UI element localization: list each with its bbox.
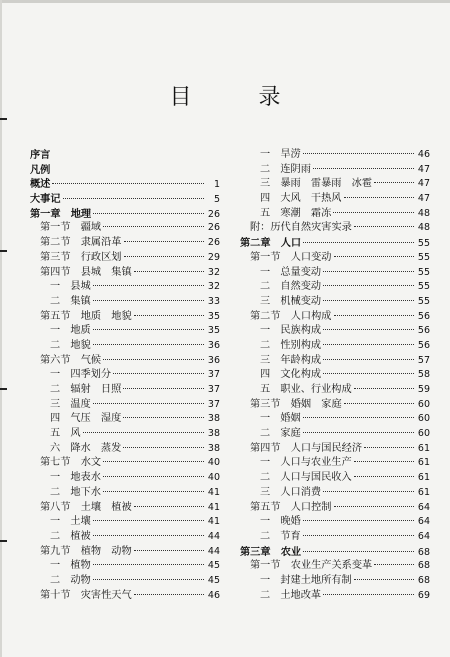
toc-entry[interactable] xyxy=(240,398,430,413)
dot-leader xyxy=(123,388,204,389)
toc-page-number: 44 xyxy=(207,530,220,542)
dot-leader xyxy=(303,520,414,521)
dot-leader xyxy=(93,564,204,565)
toc-entry[interactable] xyxy=(240,427,430,442)
toc-entry[interactable] xyxy=(30,354,220,369)
toc-entry-label: 一 晚婚 xyxy=(260,516,301,528)
toc-page-number: 37 xyxy=(207,384,220,395)
dot-leader xyxy=(303,242,414,243)
dot-leader xyxy=(103,359,204,360)
toc-entry[interactable] xyxy=(240,354,430,369)
toc-page-number: 60 xyxy=(417,428,430,440)
toc-page-number: 5 xyxy=(213,194,220,206)
toc-page-number: 44 xyxy=(207,545,220,557)
toc-entry[interactable] xyxy=(30,442,220,457)
toc-entry-label: 第三章 农业 xyxy=(240,545,302,558)
toc-page-number: 55 xyxy=(417,251,430,263)
dot-leader xyxy=(313,168,414,169)
toc-page-number: 40 xyxy=(207,472,220,484)
toc-entry-label: 二 人口与国民收入 xyxy=(260,472,352,484)
toc-entry[interactable] xyxy=(30,471,220,486)
toc-entry-label: 第十节 灾害性天气 xyxy=(40,589,132,601)
toc-entry-label: 二 动物 xyxy=(50,574,91,586)
toc-entry-label: 三 暴雨 雷暴雨 冰雹 xyxy=(260,178,373,190)
dot-leader xyxy=(334,256,415,257)
toc-entry-label: 二 植被 xyxy=(50,530,91,542)
toc-entry[interactable] xyxy=(240,221,430,236)
toc-page-number: 41 xyxy=(207,516,220,528)
toc-entry[interactable] xyxy=(240,589,430,604)
toc-entry-label: 一 人口与农业生产 xyxy=(260,457,352,469)
toc-entry-label: 一 四季划分 xyxy=(50,369,112,381)
toc-entry[interactable] xyxy=(30,236,220,251)
dot-leader xyxy=(103,226,204,227)
binding-mark xyxy=(0,118,7,120)
dot-leader xyxy=(354,388,414,389)
dot-leader xyxy=(93,535,204,536)
toc-entry-label: 二 土地改革 xyxy=(260,589,322,601)
dot-leader xyxy=(323,359,414,360)
dot-leader xyxy=(364,447,414,448)
toc-entry[interactable] xyxy=(240,456,430,471)
toc-page-number: 46 xyxy=(417,149,430,160)
dot-leader xyxy=(113,373,204,374)
toc-entry[interactable] xyxy=(30,530,220,545)
dot-leader xyxy=(354,579,414,580)
toc-entry[interactable] xyxy=(240,177,430,192)
toc-entry-label: 大事记 xyxy=(30,193,61,206)
toc-left-column xyxy=(30,148,220,603)
toc-entry-label: 二 地下水 xyxy=(50,486,101,498)
toc-entry[interactable] xyxy=(30,412,220,427)
toc-page-number: 61 xyxy=(417,442,430,454)
toc-entry[interactable] xyxy=(240,545,430,560)
dot-leader xyxy=(134,315,204,316)
toc-page-number: 60 xyxy=(417,398,430,410)
dot-leader xyxy=(323,491,414,492)
toc-entry-label: 二 家庭 xyxy=(260,428,301,440)
toc-entry-label: 第五节 地质 地貌 xyxy=(40,310,132,322)
toc-entry[interactable] xyxy=(240,501,430,516)
dot-leader xyxy=(303,432,414,433)
binding-mark xyxy=(0,388,7,390)
toc-entry[interactable] xyxy=(30,280,220,295)
toc-entry-label: 第二节 隶属沿革 xyxy=(40,237,122,249)
toc-page-number: 59 xyxy=(417,384,430,395)
dot-leader xyxy=(303,153,414,154)
toc-entry[interactable] xyxy=(240,192,430,207)
toc-entry-label: 第一节 农业生产关系变革 xyxy=(250,560,373,572)
toc-entry-label: 第一节 疆域 xyxy=(40,222,102,234)
toc-page-number: 48 xyxy=(417,207,430,219)
toc-entry[interactable] xyxy=(30,545,220,560)
toc-entry[interactable] xyxy=(30,192,220,207)
toc-page-number: 55 xyxy=(417,238,430,250)
dot-leader xyxy=(93,579,204,580)
dot-leader xyxy=(93,520,204,521)
toc-page-number: 26 xyxy=(207,208,220,220)
toc-entry-label: 第二章 人口 xyxy=(240,237,302,250)
toc-entry[interactable] xyxy=(240,530,430,545)
toc-page-number: 35 xyxy=(207,325,220,337)
dot-leader xyxy=(303,417,414,418)
dot-leader xyxy=(323,271,414,272)
dot-leader xyxy=(344,197,415,198)
toc-entry-label: 第六节 气候 xyxy=(40,354,102,366)
dot-leader xyxy=(123,447,204,448)
toc-entry-label: 三 人口消费 xyxy=(260,486,322,498)
toc-entry-label: 一 总量变动 xyxy=(260,266,322,278)
page-title: 目 录 xyxy=(169,85,311,110)
toc-page-number: 55 xyxy=(417,295,430,307)
toc-entry[interactable] xyxy=(30,427,220,442)
toc-entry-label: 一 民族构成 xyxy=(260,325,322,337)
toc-entry-label: 第三节 行政区划 xyxy=(40,251,122,263)
toc-entry-label: 第九节 植物 动物 xyxy=(40,545,132,557)
toc-page-number: 33 xyxy=(207,295,220,307)
toc-entry-label: 五 风 xyxy=(50,428,81,440)
toc-entry[interactable] xyxy=(30,486,220,501)
toc-entry[interactable] xyxy=(240,266,430,281)
toc-entry-label: 凡例 xyxy=(30,163,51,176)
toc-page-number: 47 xyxy=(417,163,430,175)
dot-leader xyxy=(63,198,204,199)
dot-leader xyxy=(354,476,414,477)
toc-entry[interactable] xyxy=(240,368,430,383)
dot-leader xyxy=(374,564,414,565)
dot-leader xyxy=(334,315,415,316)
toc-entry[interactable] xyxy=(240,251,430,266)
toc-entry-label: 二 节育 xyxy=(260,530,301,542)
toc-entry[interactable] xyxy=(240,280,430,295)
dot-leader xyxy=(323,329,414,330)
toc-entry-label: 序言 xyxy=(30,149,51,161)
toc-entry[interactable] xyxy=(30,163,220,178)
toc-entry[interactable] xyxy=(30,574,220,589)
toc-page-number: 48 xyxy=(417,222,430,234)
toc-entry-label: 第七节 水文 xyxy=(40,457,102,469)
toc-page-number: 64 xyxy=(417,501,430,513)
toc-entry[interactable] xyxy=(240,207,430,222)
toc-entry-label: 四 气压 湿度 xyxy=(50,413,122,425)
toc-entry[interactable] xyxy=(30,501,220,516)
toc-page-number: 68 xyxy=(417,574,430,586)
toc-page-number: 41 xyxy=(207,501,220,513)
toc-entry[interactable] xyxy=(240,295,430,310)
toc-entry-label: 一 婚姻 xyxy=(260,413,301,425)
toc-page-number: 47 xyxy=(417,178,430,190)
toc-entry-label: 六 降水 蒸发 xyxy=(50,442,122,454)
toc-entry[interactable] xyxy=(30,456,220,471)
binding-mark xyxy=(0,540,7,542)
dot-leader xyxy=(124,256,205,257)
toc-entry[interactable] xyxy=(30,221,220,236)
page-top-edge xyxy=(0,0,450,3)
dot-leader xyxy=(323,285,414,286)
toc-page-number: 26 xyxy=(207,222,220,234)
toc-entry[interactable] xyxy=(240,163,430,178)
toc-page-number: 64 xyxy=(417,530,430,542)
toc-entry-label: 二 性别构成 xyxy=(260,339,322,351)
toc-page-number: 55 xyxy=(417,281,430,293)
toc-entry-label: 附：历代自然灾害实录 xyxy=(250,222,352,234)
toc-entry[interactable] xyxy=(240,486,430,501)
dot-leader xyxy=(93,329,204,330)
toc-entry[interactable] xyxy=(240,148,430,163)
toc-entry-label: 第一章 地理 xyxy=(30,207,92,220)
toc-entry-label: 五 寒潮 霜冻 xyxy=(260,207,332,219)
toc-entry[interactable] xyxy=(30,339,220,354)
toc-entry-label: 三 年龄构成 xyxy=(260,354,322,366)
toc-entry[interactable] xyxy=(30,559,220,574)
toc-entry[interactable] xyxy=(240,442,430,457)
toc-page-number: 47 xyxy=(417,193,430,205)
toc-entry-label: 第三节 婚姻 家庭 xyxy=(250,398,342,410)
toc-entry-label: 一 土壤 xyxy=(50,516,91,528)
dot-leader xyxy=(323,594,414,595)
dot-leader xyxy=(103,476,204,477)
toc-entry-label: 第二节 人口构成 xyxy=(250,310,332,322)
toc-page-number: 41 xyxy=(207,486,220,498)
dot-leader xyxy=(123,417,204,418)
toc-page-number: 45 xyxy=(207,560,220,572)
dot-leader xyxy=(93,285,204,286)
toc-page-number: 64 xyxy=(417,516,430,528)
dot-leader xyxy=(103,491,204,492)
toc-entry[interactable] xyxy=(30,398,220,413)
toc-entry-label: 五 职业、行业构成 xyxy=(260,384,352,395)
toc-page-number: 35 xyxy=(207,310,220,322)
toc-page-number: 29 xyxy=(207,251,220,263)
toc-page-number: 38 xyxy=(207,413,220,425)
toc-page-number: 56 xyxy=(417,310,430,322)
toc-entry[interactable] xyxy=(30,207,220,222)
toc-entry[interactable] xyxy=(240,559,430,574)
toc-page-number: 36 xyxy=(207,354,220,366)
toc-entry-label: 二 辐射 日照 xyxy=(50,384,122,395)
toc-entry-label: 四 文化构成 xyxy=(260,369,322,381)
toc-page-number: 60 xyxy=(417,413,430,425)
toc-entry-label: 一 旱涝 xyxy=(260,149,301,160)
toc-entry-label: 二 集镇 xyxy=(50,295,91,307)
toc-page-number: 38 xyxy=(207,428,220,440)
dot-leader xyxy=(333,212,414,213)
dot-leader xyxy=(134,506,204,507)
dot-leader xyxy=(52,183,204,184)
dot-leader xyxy=(124,241,205,242)
toc-entry-label: 第四节 人口与国民经济 xyxy=(250,442,363,454)
toc-entry-label: 第一节 人口变动 xyxy=(250,251,332,263)
toc-page-number: 38 xyxy=(207,442,220,454)
dot-leader xyxy=(303,535,414,536)
toc-entry[interactable] xyxy=(240,515,430,530)
toc-page-number: 57 xyxy=(417,354,430,366)
dot-leader xyxy=(303,551,414,552)
toc-page-number: 61 xyxy=(417,472,430,484)
toc-entry-label: 概述 xyxy=(30,178,51,191)
toc-entry[interactable] xyxy=(240,310,430,325)
toc-entry-label: 第五节 人口控制 xyxy=(250,501,332,513)
toc-entry-label: 四 大风 干热风 xyxy=(260,193,342,205)
dot-leader xyxy=(354,226,414,227)
dot-leader xyxy=(323,373,414,374)
toc-entry-label: 二 地貌 xyxy=(50,339,91,351)
toc-entry-label: 一 地表水 xyxy=(50,472,101,484)
toc-page-number: 56 xyxy=(417,325,430,337)
toc-entry[interactable] xyxy=(240,339,430,354)
toc-page-number: 61 xyxy=(417,457,430,469)
toc-page-number: 32 xyxy=(207,266,220,278)
dot-leader xyxy=(354,461,414,462)
toc-page-number: 26 xyxy=(207,237,220,249)
toc-entry[interactable] xyxy=(30,368,220,383)
toc-page-number: 1 xyxy=(213,179,220,191)
toc-entry[interactable] xyxy=(240,412,430,427)
toc-entry-label: 第八节 土壤 植被 xyxy=(40,501,132,513)
toc-page-number: 61 xyxy=(417,486,430,498)
binding-mark xyxy=(0,250,7,252)
toc-entry[interactable] xyxy=(240,236,430,251)
toc-entry-label: 一 地质 xyxy=(50,325,91,337)
dot-leader xyxy=(334,506,415,507)
dot-leader xyxy=(93,403,204,404)
toc-entry-label: 第四节 县城 集镇 xyxy=(40,266,132,278)
toc-entry-label: 一 封建土地所有制 xyxy=(260,574,352,586)
toc-entry[interactable] xyxy=(30,148,220,163)
toc-entry[interactable] xyxy=(30,310,220,325)
toc-page-number: 36 xyxy=(207,339,220,351)
toc-entry[interactable] xyxy=(240,574,430,589)
dot-leader xyxy=(344,403,414,404)
toc-page-number: 58 xyxy=(417,369,430,381)
toc-page-number: 46 xyxy=(207,589,220,601)
toc-page-number: 68 xyxy=(417,560,430,572)
toc-page-number: 32 xyxy=(207,281,220,293)
dot-leader xyxy=(134,594,204,595)
toc-page-number: 55 xyxy=(417,266,430,278)
dot-leader xyxy=(323,300,414,301)
dot-leader xyxy=(323,344,414,345)
toc-entry-label: 二 连阴雨 xyxy=(260,163,311,175)
toc-entry[interactable] xyxy=(30,589,220,604)
toc-entry[interactable] xyxy=(240,471,430,486)
toc-entry-label: 三 机械变动 xyxy=(260,295,322,307)
toc-entry-label: 二 自然变动 xyxy=(260,281,322,293)
toc-entry[interactable] xyxy=(240,383,430,398)
toc-entry[interactable] xyxy=(30,251,220,266)
toc-entry-label: 三 温度 xyxy=(50,398,91,410)
dot-leader xyxy=(93,344,204,345)
toc-entry[interactable] xyxy=(30,266,220,281)
toc-page-number: 37 xyxy=(207,369,220,381)
toc-entry[interactable] xyxy=(240,324,430,339)
toc-page-number: 68 xyxy=(417,546,430,558)
toc-page-number: 37 xyxy=(207,398,220,410)
toc-entry[interactable] xyxy=(30,177,220,192)
toc-entry[interactable] xyxy=(30,295,220,310)
dot-leader xyxy=(134,550,204,551)
dot-leader xyxy=(103,461,204,462)
toc-page-number: 69 xyxy=(417,589,430,601)
dot-leader xyxy=(134,271,204,272)
toc-entry[interactable] xyxy=(30,383,220,398)
toc-entry-label: 一 植物 xyxy=(50,560,91,572)
dot-leader xyxy=(93,300,204,301)
dot-leader xyxy=(374,182,414,183)
toc-right-column xyxy=(240,148,430,603)
dot-leader xyxy=(93,213,204,214)
toc-page-number: 40 xyxy=(207,457,220,469)
toc-entry[interactable] xyxy=(30,515,220,530)
toc-page-number: 56 xyxy=(417,339,430,351)
toc-entry-label: 一 县城 xyxy=(50,281,91,293)
dot-leader xyxy=(83,432,204,433)
toc-entry[interactable] xyxy=(30,324,220,339)
toc-page-number: 45 xyxy=(207,574,220,586)
